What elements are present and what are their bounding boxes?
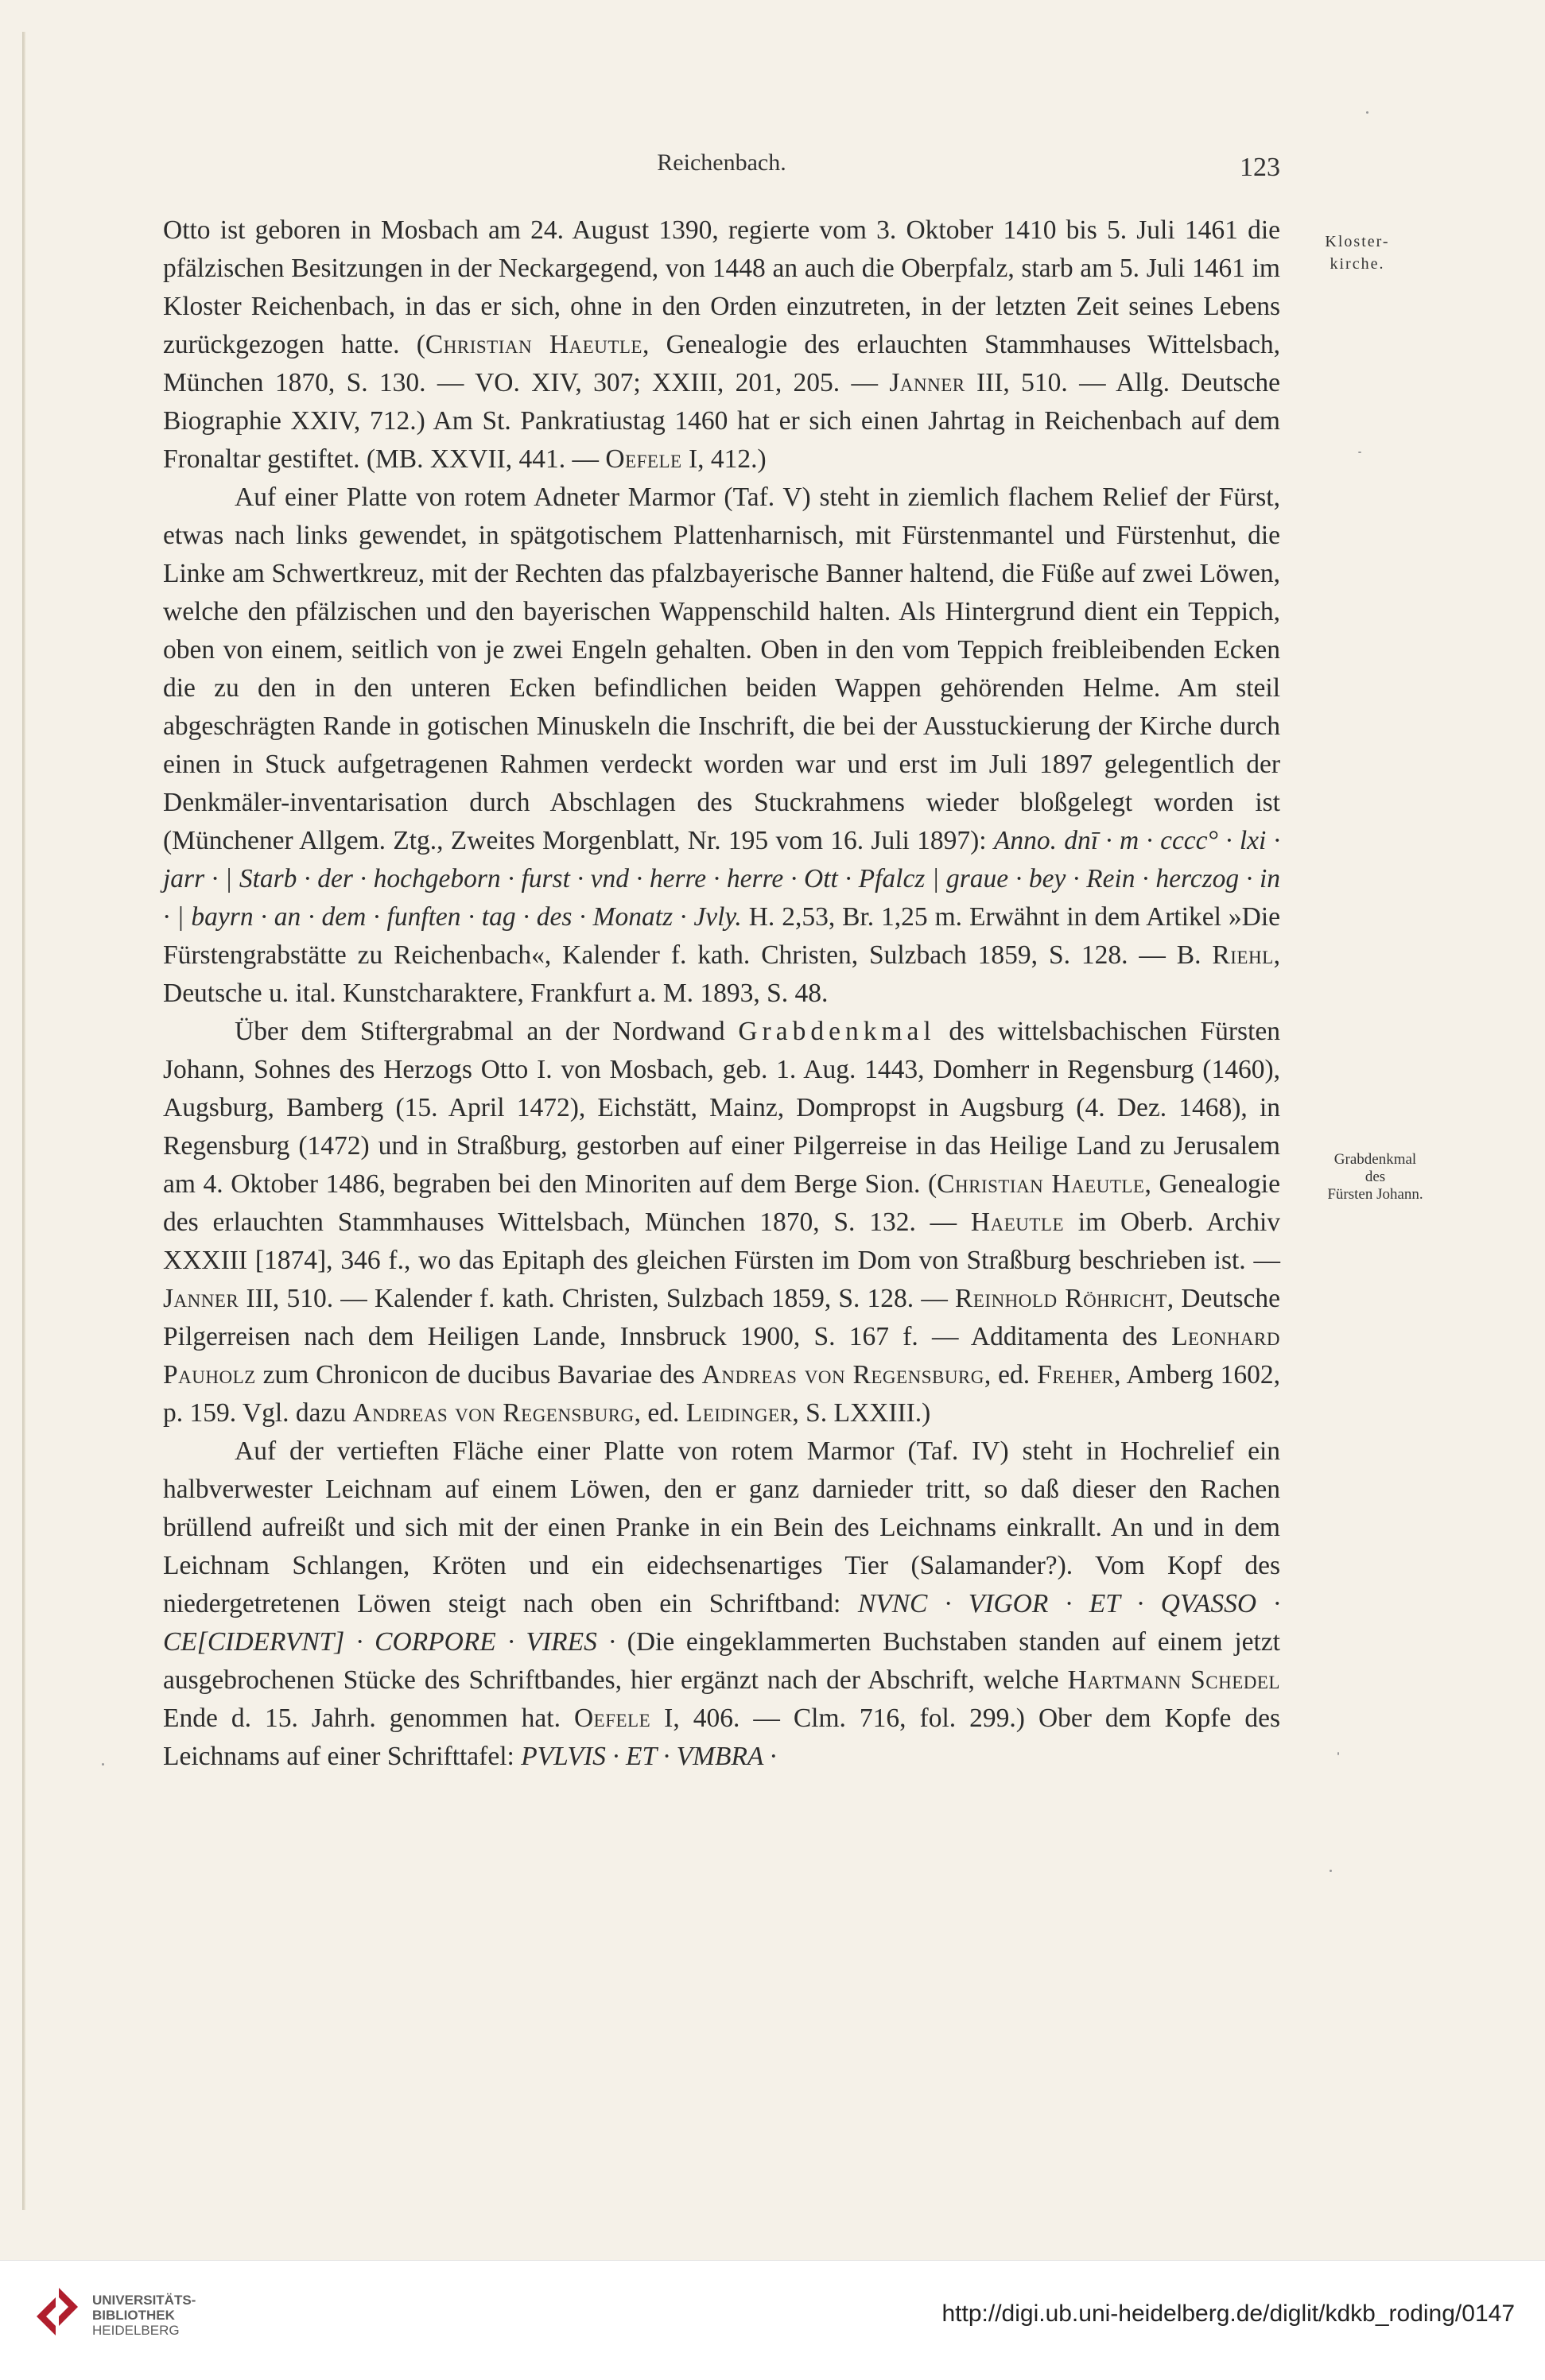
author-name: Janner [889,368,965,397]
page-header [163,149,1280,181]
paper-speck [1358,452,1361,453]
paper-speck [1366,111,1368,114]
library-name-line: HEIDELBERG [92,2323,180,2338]
margin-note-line: kirche. [1330,255,1385,273]
paragraph-johann-tomb-description: Auf der vertieften Fläche einer Platte von rotem Marmor (Taf. IV) steht in Hochrelief ein halbverwester Leichnam auf einem Löwen, den er ganz darnieder tritt, so daß dieser den Rachen brüllend aufreißt und sich mit der einen Pranke in ein Bein des Leichnams einkrallt. An und in dem Leichnam Schlangen, Kröten und ein eidechsenartiges Tier (Salamander?). Vom Kopf des niedergetretenen Löwen steigt nach oben ein Schriftband: NVNC · VIGOR · ET · QVASSO · CE[CIDERVNT] · CORPORE · VIRES · (Die eingeklammerten Buchstaben standen auf einem jetzt ausgebrochenen Stücke des Schriftbandes, hier ergänzt nach der Abschrift, welche Hartmann Schedel Ende d. 15. Jahrh. genommen hat. Oefele I, 406. — Clm. 716, fol. 299.) Ober dem Kopfe des Leichnams auf einer Schrifttafel: PVLVIS · ET · VMBRA · [163,1436,1280,1771]
paragraph-johann-biography: Über dem Stiftergrabmal an der Nordwand Grabdenkmal des wittelsbachischen Fürsten Johann, Sohnes des Herzogs Otto I. von Mosbach, geb. 1. Aug. 1443, Domherr in Regensburg (1460), Augsburg, Bamberg (15. April 1472), Eichstätt, Mainz, Dompropst in Augsburg (4. Dez. 1468), in Regensburg (1472) und in Straßburg, gestorben auf einer Pilgerreise in das Heilige Land zu Jerusalem am 4. Oktober 1486, begraben bei den Minoriten auf dem Berge Sion. (Christian Haeutle, Genealogie des erlauchten Stammhauses Wittelsbach, München 1870, S. 132. — Haeutle im Oberb. Archiv XXXIII [1874], 346 f., wo das Epitaph des gleichen Fürsten im Dom von Straßburg beschrieben ist. — Janner III, 510. — Kalender f. kath. Christen, Sulzbach 1859, S. 128. — Reinhold Röhricht, Deutsche Pilgerreisen nach dem Heiligen Lande, Innsbruck 1900, S. 167 f. — Additamenta des Leonhard Pauholz zum Chronicon de ducibus Bavariae des Andreas von Regensburg, ed. Freher, Amberg 1602, p. 159. Vgl. dazu Andreas von Regensburg, ed. Leidinger, S. LXXIII.) [163,1017,1281,1428]
margin-note-grabdenkmal [1306,1151,1445,1204]
author-name: Leonhard Pauholz [163,1322,1280,1390]
margin-note-line: Grabdenkmal [1333,1151,1417,1168]
library-name [92,2293,196,2338]
author-name: Christian Haeutle [425,330,642,359]
inscription-text: PVLVIS · ET · VMBRA · [521,1742,777,1771]
paper-speck [102,1763,104,1766]
author-name: Janner [163,1284,239,1313]
inscription-text: NVNC · VIGOR · ET · QVASSO · CE[CIDERVNT] · CORPORE · VIRES · [163,1589,1280,1657]
author-name: Oefele [573,1704,651,1733]
body-text [163,211,1280,1776]
margin-note-line: des [1364,1169,1386,1185]
author-name: Andreas von Regensburg [352,1398,635,1428]
spaced-keyword: Grabdenkmal [738,1017,936,1046]
author-name: Christian Haeutle [937,1169,1145,1199]
margin-note-line: Kloster- [1325,233,1390,250]
margin-note-klosterkirche [1306,231,1409,275]
library-name-line: BIBLIOTHEK [92,2308,175,2323]
margin-note-line: Fürsten Johann. [1327,1186,1423,1203]
author-name: Reinhold Röhricht [955,1284,1167,1313]
author-name: Hartmann Schedel [1067,1665,1280,1695]
running-title: Reichenbach. [657,149,786,176]
author-name: Haeutle [970,1207,1065,1237]
paragraph-otto-tomb-description: Auf einer Platte von rotem Adneter Marmor (Taf. V) steht in ziemlich flachem Relief der Fürst, etwas nach links gewendet, in spätgotischem Plattenharnisch, mit Fürstenmantel und Fürstenhut, die Linke am Schwertkreuz, mit der Rechten das pfalzbayerische Banner haltend, die Füße auf zwei Löwen, welche den pfälzischen und den bayerischen Wappenschild halten. Als Hintergrund dient ein Teppich, oben von einem, seitlich von je zwei Engeln gehalten. Oben in den vom Teppich freibleibenden Ecken die zu den in den unteren Ecken befindlichen beiden Wappen gehörenden Helme. Am steil abgeschrägten Rande in gotischen Minuskeln die Inschrift, die bei der Ausstuckierung der Kirche durch einen in Stuck aufgetragenen Rahmen verdeckt worden war und erst im Juli 1897 gelegentlich der Denkmäler-inventarisation durch Abschlagen des Stuckrahmens wieder bloßgelegt worden ist (Münchener Allgem. Ztg., Zweites Morgenblatt, Nr. 195 vom 16. Juli 1897): Anno. dnī · m · cccc° · lxi · jarr · | Starb · der · hochgeborn · furst · vnd · herre · herre · Ott · Pfalcz | graue · bey · Rein · herczog · in · | bayrn · an · dem · funften · tag · des · Monatz · Jvly. H. 2,53, Br. 1,25 m. Erwähnt in dem Artikel »Die Fürstengrabstätte zu Reichenbach«, Kalender f. kath. Christen, Sulzbach 1859, S. 128. — B. Riehl, Deutsche u. ital. Kunstcharaktere, Frankfurt a. M. 1893, S. 48. [163,483,1281,1008]
inscription-text: Anno. dnī · m · cccc° · lxi · jarr · | Starb · der · hochgeborn · furst · vnd · herre · herre · Ott · Pfalcz | graue · bey · Rein · herczog · in · | bayrn · an · dem · funften · tag · des · Monatz · Jvly. [163,826,1281,932]
page-number: 123 [1240,153,1280,182]
source-url-link[interactable]: http://digi.ub.uni-heidelberg.de/diglit/kdkb_roding/0147 [941,2301,1515,2327]
university-library-logo-icon[interactable] [32,2281,83,2343]
author-name: Oefele [605,444,682,474]
author-name: Freher [1037,1360,1115,1390]
author-name: Andreas von Regensburg [701,1360,984,1390]
page-scan-edge [22,32,25,2210]
paper-speck [1330,1870,1332,1872]
author-name: Riehl [1212,940,1274,970]
author-name: Leidinger [685,1398,793,1428]
paragraph-otto-biography: Otto ist geboren in Mosbach am 24. August 1390, regierte vom 3. Oktober 1410 bis 5. Juli 1461 die pfälzischen Besitzungen in der Neckargegend, von 1448 an auch die Oberpfalz, starb am 5. Juli 1461 im Kloster Reichenbach, in das er sich, ohne in den Orden einzutreten, in der letzten Zeit seines Lebens zurückgezogen hatte. (Christian Haeutle, Genealogie des erlauchten Stammhauses Wittelsbach, München 1870, S. 130. — VO. XIV, 307; XXIII, 201, 205. — Janner III, 510. — Allg. Deutsche Biographie XXIV, 712.) Am St. Pankratiustag 1460 hat er sich einen Jahrtag in Reichenbach auf dem Fronaltar gestiftet. (MB. XXVII, 441. — Oefele I, 412.) [163,215,1280,474]
library-name-line: UNIVERSITÄTS- [92,2293,196,2308]
paper-speck [1337,1752,1339,1755]
viewer-footer [0,2260,1545,2380]
